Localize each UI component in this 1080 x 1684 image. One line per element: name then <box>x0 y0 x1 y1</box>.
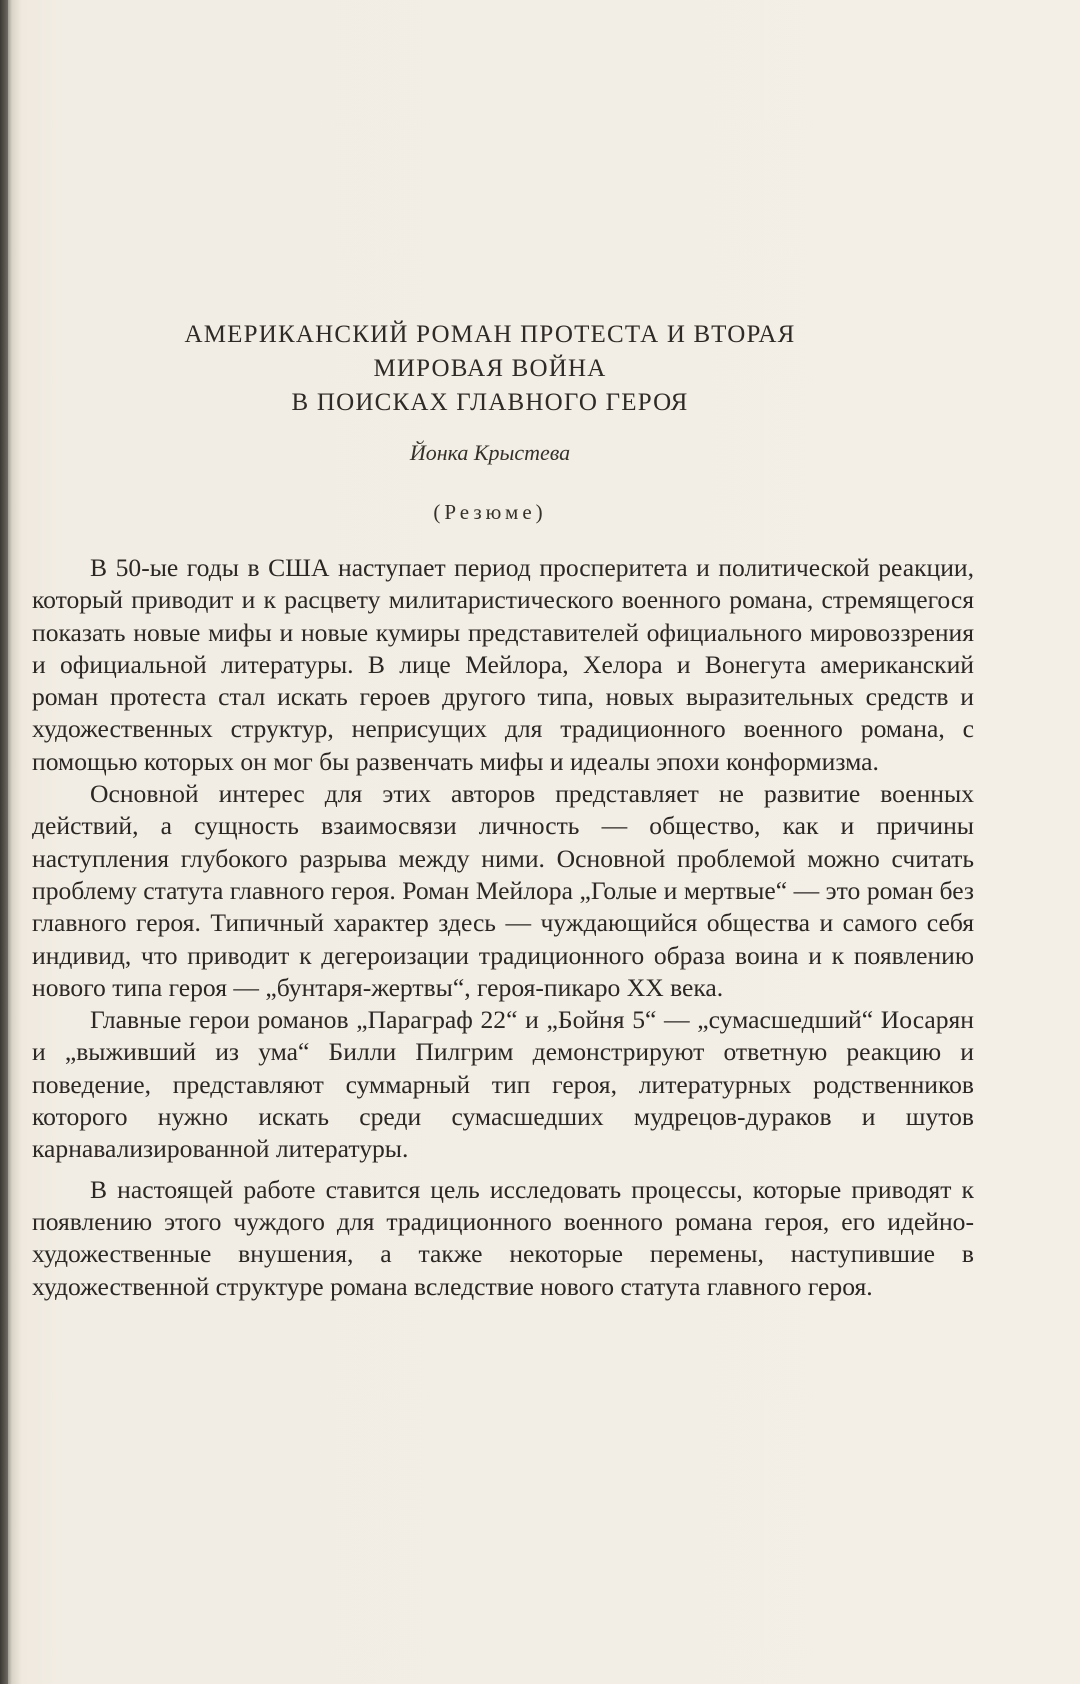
author-name: Йонка Крыстева <box>409 440 571 465</box>
title-line-1: АМЕРИКАНСКИЙ РОМАН ПРОТЕСТА И ВТОРАЯ <box>184 321 796 348</box>
book-spine-shadow <box>0 0 8 1684</box>
article-title <box>90 318 890 420</box>
resume-label: (Резюме) <box>433 500 547 524</box>
paragraph-1: В 50-ые годы в США наступает период просперитета и политической реакции, который приводит и к расцвету милитаристического военного романа, стремящегося показать новые мифы и новые кумиры представителей официального мировоззрения и официальной литературы. В лице Мейлора, Хелора и Вонегута американский роман протеста стал искать героев другого типа, новых выразительных средств и художественных структур, неприсущих для традиционного военного романа, с помощью которых он мог бы развенчать мифы и идеалы эпохи конформизма. <box>32 553 974 776</box>
paragraph-2: Основной интерес для этих авторов представляет не развитие военных действий, а сущность взаимосвязи личность — общество, как и причины наступления глубокого разрыва между ними. Основной проблемой можно считать проблему статута главного героя. Роман Мейлора „Голые и мертвые“ — это роман без главного героя. Типичный характер здесь — чуждающийся общества и самого себя индивид, что приводит к дегероизации традиционного образа воина и к появлению нового типа героя — „бунтаря-жертвы“, героя-пикаро XX века. <box>32 779 974 1002</box>
title-line-3: В ПОИСКАХ ГЛАВНОГО ГЕРОЯ <box>291 389 689 416</box>
paragraph-3: Главные герои романов „Параграф 22“ и „Бойня 5“ — „сумасшедший“ Иосарян и „выживший из ума“ Билли Пилгрим демонстрируют ответную реакцию и поведение, представляют суммарный тип героя, литературных родственников которого нужно искать среди сумасшедших мудрецов-дураков и шутов карнавализированной литературы. <box>32 1005 974 1164</box>
title-line-2: МИРОВАЯ ВОЙНА <box>373 355 607 382</box>
summary-body <box>32 552 974 1303</box>
paragraph-4: В настоящей работе ставится цель исследовать процессы, которые приводят к появлению этого чуждого для традиционного военного романа героя, его идейно-художественные внушения, а также некоторые перемены, наступившие в художественной структуре романа вследствие нового статута главного героя. <box>32 1174 974 1301</box>
